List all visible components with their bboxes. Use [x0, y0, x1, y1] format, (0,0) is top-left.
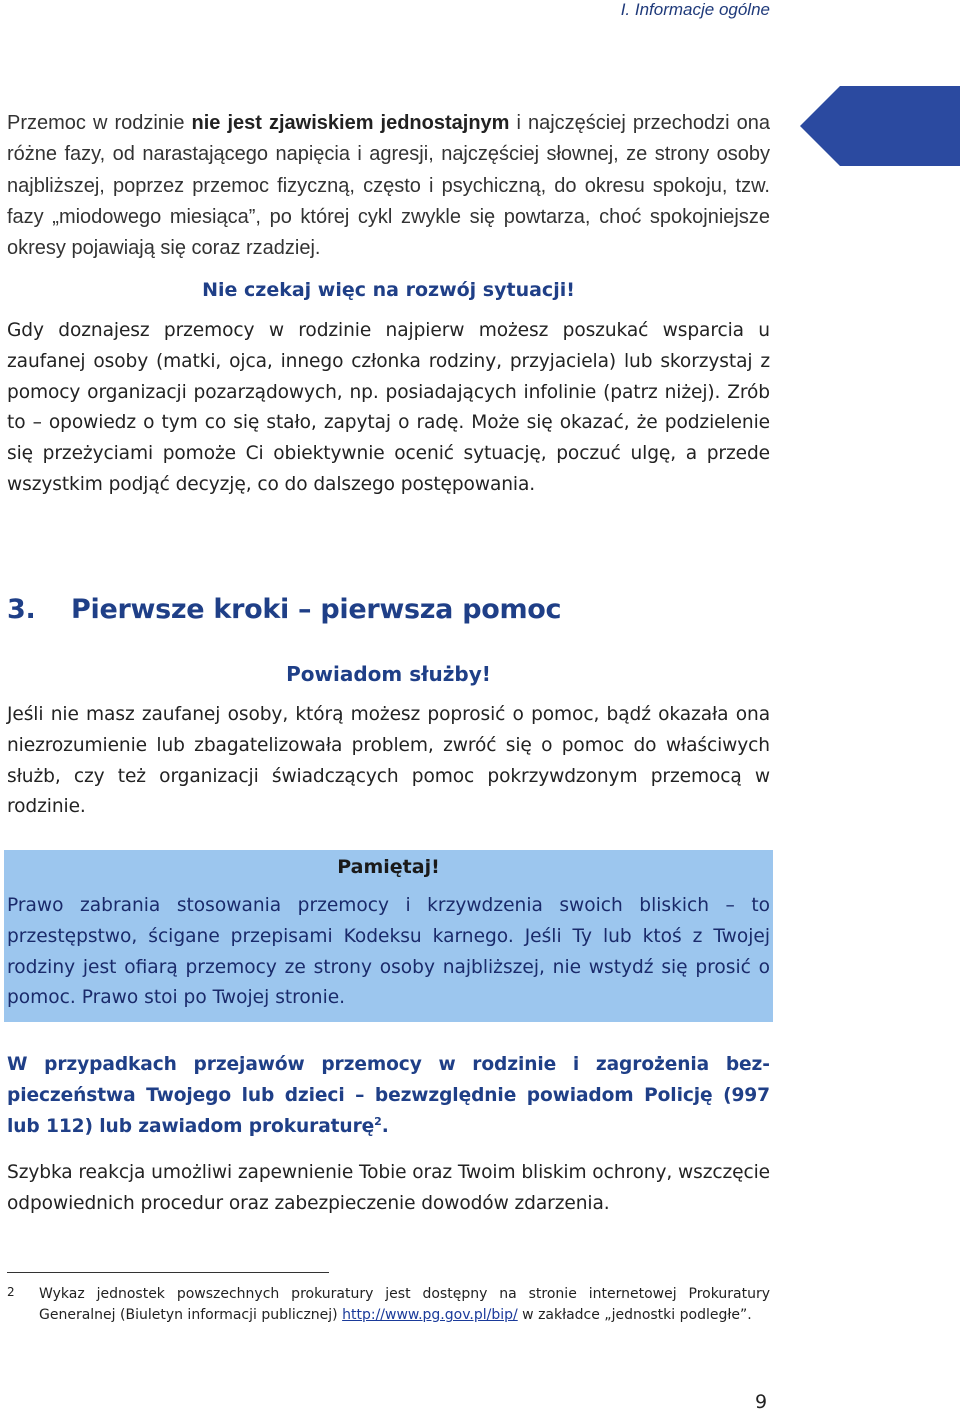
remember-box	[4, 850, 773, 1022]
reaction-paragraph: Szybka reakcja umożliwi zapewnienie Tobie oraz Twoim bliskim ochrony, wszczęcie odpowiednich procedur oraz zabezpieczenie dowodów zdarzenia.	[7, 1162, 771, 1214]
running-header: I. Informacje ogólne	[620, 0, 770, 19]
section-title: Pierwsze kroki – pierwsza pomoc	[71, 594, 562, 625]
footnote-marker: 2	[7, 1285, 15, 1299]
callout-dont-wait: Nie czekaj więc na rozwój sytuacji!	[202, 279, 575, 301]
support-paragraph: Gdy doznajesz przemocy w rodzinie najpierw możesz poszukać wsparcia u zaufanej osoby (matki, ojca, innego członka rodziny, przyjaciela) lub skorzystaj z pomocy organizacji pozarządowych, np. posiadających infolinie (patrz niżej). Zrób to – opowiedz o tym co się stało, zapytaj o radę. Może się okazać, że podzielenie się przeżyciami pomoże Ci obiektywnie ocenić sytuację, poczuć ulgę, a przede wszystkim podjąć decyzję, co do dalszego postępowania.	[7, 320, 770, 495]
intro-paragraph: Przemoc w rodzinie nie jest zjawiskiem jednostajnym i najczęściej przechodzi ona różne fazy, od narastającego napięcia i agresji, najczęściej słownej, ze strony osoby najbliższej, poprzez przemoc fizyczną, często i psychiczną, do okresu spokoju, tzw. fazy „miodowego miesiąca”, po której cykl zwykle się powtarza, choć spokojniejsze okresy pojawiają się coraz rzadziej.	[7, 112, 770, 260]
footnote-link[interactable]: http://www.pg.gov.pl/bip/	[342, 1307, 518, 1323]
remember-title: Pamiętaj!	[337, 856, 440, 878]
services-paragraph: Jeśli nie masz zaufanej osoby, którą możesz poprosić o pomoc, bądź okazała ona niezrozumienie lub zbagatelizowała problem, zwróć się o pomoc do właściwych służb, czy też organizacji świadczących pomoc pokrzywdzonym przemocą w rodzinie.	[7, 704, 770, 818]
page-number: 9	[755, 1391, 768, 1413]
footnote-divider	[7, 1272, 329, 1273]
police-warning: W przypadkach przejawów przemocy w rodzinie i zagrożenia bezpieczeństwa Twojego lub dzieci – bezwzględnie powiadom Policję (997 lub 112) lub zawiadom prokuraturę$^2$.	[7, 1054, 770, 1137]
remember-text: Prawo zabrania stosowania przemocy i krzywdzenia swoich bliskich – to przestępstwo, ścigane przepisami Kodeksu karnego. Jeśli Ty lub ktoś z Twojej rodziny jest ofiarą przemocy ze strony osoby najbliższej, nie wstydź się prosić o pomoc. Prawo stoi po Twojej stronie.	[7, 895, 770, 1009]
callout-notify-services: Powiadom służby!	[286, 662, 491, 686]
corner-decoration	[800, 86, 960, 166]
section-heading	[7, 594, 561, 625]
footnote: 2 Wykaz jednostek powszechnych prokuratury jest dostępny na stronie internetowej Prokuratury Generalnej (Biuletyn informacji publicznej) http://www.pg.gov.pl/bip/ w zakładce „jednostki podległe”.	[7, 1284, 770, 1326]
section-number: 3.	[7, 594, 36, 625]
